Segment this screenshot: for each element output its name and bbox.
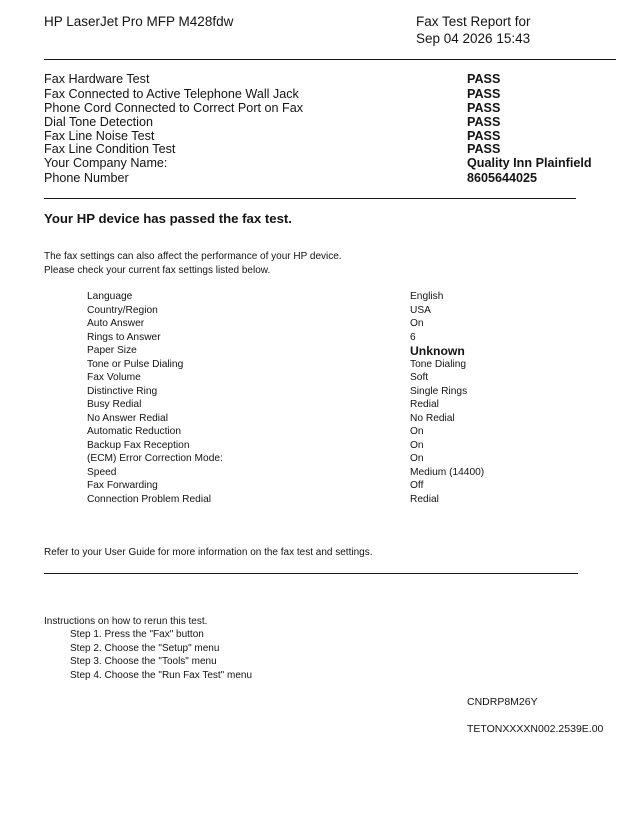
setting-row xyxy=(87,399,587,412)
settings-divider xyxy=(44,573,578,574)
instructions-title: Instructions on how to rerun this test. xyxy=(44,616,208,627)
setting-row xyxy=(87,467,587,480)
test-name: Phone Cord Connected to Correct Port on Fax xyxy=(44,101,304,115)
setting-value: 6 xyxy=(410,331,416,343)
instruction-step: Step 2. Choose the "Setup" menu xyxy=(70,642,220,654)
setting-value: On xyxy=(410,318,424,329)
test-row xyxy=(44,87,604,101)
setting-name: Fax Volume xyxy=(87,372,141,383)
setting-row xyxy=(87,494,587,507)
company-name: Quality Inn Plainfield xyxy=(467,156,592,170)
test-result: PASS xyxy=(467,128,501,143)
test-result: PASS xyxy=(467,142,501,156)
test-result: PASS xyxy=(467,86,501,101)
test-name: Fax Line Condition Test xyxy=(44,142,176,156)
test-row xyxy=(44,115,604,129)
test-row xyxy=(44,142,604,156)
firmware-version: TETONXXXXN002.2539E.00 xyxy=(467,723,604,735)
report-title: Fax Test Report for xyxy=(416,14,531,29)
setting-value: Single Rings xyxy=(410,385,468,397)
setting-row xyxy=(87,453,587,466)
setting-name: Distinctive Ring xyxy=(87,385,158,397)
setting-row xyxy=(87,318,587,331)
pass-summary: Your HP device has passed the fax test. xyxy=(44,211,292,226)
setting-value: On xyxy=(410,453,424,464)
setting-row xyxy=(87,426,587,439)
setting-value: On xyxy=(410,439,424,451)
printer-model: HP LaserJet Pro MFP M428fdw xyxy=(44,14,234,29)
setting-row xyxy=(87,386,587,399)
setting-name: Paper Size xyxy=(87,345,137,356)
setting-row xyxy=(87,359,587,372)
test-row xyxy=(44,171,604,185)
refer-note: Refer to your User Guide for more information on the fax test and settings. xyxy=(44,547,373,558)
instruction-step: Step 4. Choose the "Run Fax Test" menu xyxy=(70,669,253,681)
intro-line-1: The fax settings can also affect the performance of your HP device. xyxy=(44,251,342,262)
setting-name: Rings to Answer xyxy=(87,331,161,343)
setting-name: Backup Fax Reception xyxy=(87,439,190,451)
test-row xyxy=(44,129,604,143)
test-result: PASS xyxy=(467,72,501,86)
test-row xyxy=(44,101,604,115)
setting-name: Tone or Pulse Dialing xyxy=(87,358,184,370)
test-name: Your Company Name: xyxy=(44,156,168,170)
setting-value: Redial xyxy=(410,399,439,410)
setting-row xyxy=(87,332,587,345)
report-datetime: Sep 04 2026 15:43 xyxy=(416,31,531,46)
setting-row xyxy=(87,372,587,385)
instruction-step: Step 3. Choose the "Tools" menu xyxy=(70,656,217,667)
phone-number: 8605644025 xyxy=(467,171,538,185)
setting-row xyxy=(87,440,587,453)
header-divider xyxy=(44,59,616,60)
setting-value: Tone Dialing xyxy=(410,358,467,370)
setting-value: Redial xyxy=(410,493,439,505)
test-name: Fax Hardware Test xyxy=(44,72,150,86)
setting-value: Off xyxy=(410,480,424,491)
setting-row xyxy=(87,413,587,426)
instruction-step: Step 1. Press the "Fax" button xyxy=(70,629,204,640)
setting-name: (ECM) Error Correction Mode: xyxy=(87,453,223,464)
setting-row xyxy=(87,480,587,493)
test-name: Dial Tone Detection xyxy=(44,115,153,129)
setting-row xyxy=(87,291,587,304)
setting-name: Country/Region xyxy=(87,304,158,316)
setting-value: English xyxy=(410,291,444,302)
setting-name: Automatic Reduction xyxy=(87,426,182,437)
setting-value: Soft xyxy=(410,372,429,383)
setting-value: Unknown xyxy=(410,344,465,358)
setting-name: Connection Problem Redial xyxy=(87,493,212,505)
test-name: Fax Line Noise Test xyxy=(44,128,155,143)
results-divider xyxy=(44,198,576,199)
setting-name: No Answer Redial xyxy=(87,412,168,424)
test-result: PASS xyxy=(467,115,501,129)
setting-name: Language xyxy=(87,291,133,302)
setting-row xyxy=(87,345,587,358)
setting-value: Medium (14400) xyxy=(410,466,485,478)
intro-line-2: Please check your current fax settings listed below. xyxy=(44,265,271,276)
test-name: Phone Number xyxy=(44,171,129,185)
test-row xyxy=(44,156,604,170)
setting-name: Fax Forwarding xyxy=(87,480,158,491)
setting-name: Busy Redial xyxy=(87,399,142,410)
setting-name: Speed xyxy=(87,466,117,478)
setting-value: USA xyxy=(410,304,431,316)
test-name: Fax Connected to Active Telephone Wall Jack xyxy=(44,86,299,101)
test-result: PASS xyxy=(467,101,501,115)
serial-number: CNDRP8M26Y xyxy=(467,696,538,708)
test-row xyxy=(44,72,604,86)
setting-row xyxy=(87,305,587,318)
setting-value: No Redial xyxy=(410,412,455,424)
setting-value: On xyxy=(410,426,424,437)
setting-name: Auto Answer xyxy=(87,318,145,329)
